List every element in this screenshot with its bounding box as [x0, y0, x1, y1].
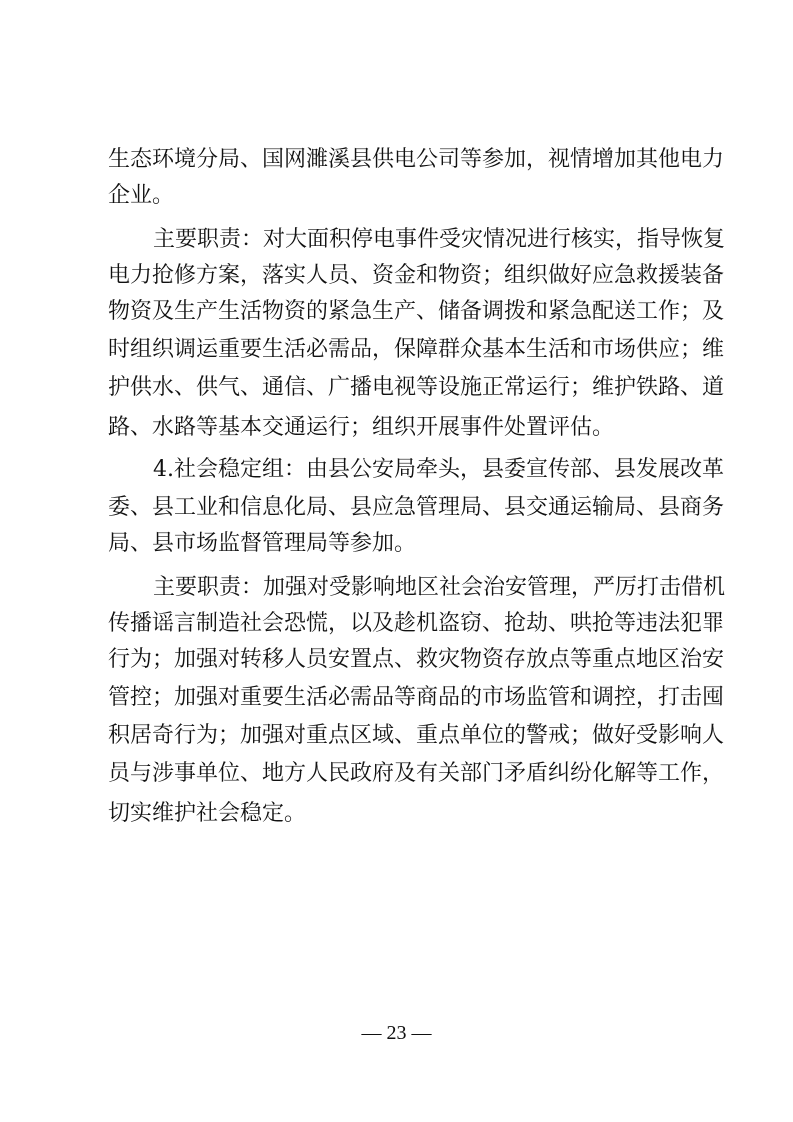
text-line: 企业。	[108, 183, 175, 208]
text-line: 路、水路等基本交通运行；组织开展事件处置评估。	[108, 415, 615, 440]
text-line: 物资及生产生活物资的紧急生产、储备调拨和紧急配送工作；及	[108, 299, 725, 324]
text-line: 行为；加强对转移人员安置点、救灾物资存放点等重点地区治安	[108, 647, 725, 672]
text-line: 生态环境分局、国网濉溪县供电公司等参加，视情增加其他电力	[108, 147, 725, 172]
text-line: 护供水、供气、通信、广播电视等设施正常运行；维护铁路、道	[108, 375, 725, 400]
text-line: 委、县工业和信息化局、县应急管理局、县交通运输局、县商务	[108, 495, 725, 520]
text-line: 电力抢修方案，落实人员、资金和物资；组织做好应急救援装备	[108, 263, 725, 288]
text-line: 主要职责：加强对受影响地区社会治安管理，严厉打击借机	[153, 575, 726, 600]
text-line: 管控；加强对重要生活必需品等商品的市场监管和调控，打击囤	[108, 685, 725, 710]
text-line: 积居奇行为；加强对重点区域、重点单位的警戒；做好受影响人	[108, 723, 725, 748]
text-line: 传播谣言制造社会恐慌，以及趁机盗窃、抢劫、哄抢等违法犯罪	[108, 611, 725, 636]
text-line: 切实维护社会稳定。	[108, 801, 307, 826]
page-number: — 23 —	[361, 1022, 432, 1044]
text-line: 主要职责：对大面积停电事件受灾情况进行核实，指导恢复	[153, 227, 726, 252]
text-line: 局、县市场监督管理局等参加。	[108, 531, 417, 556]
text-line: 4.社会稳定组：由县公安局牵头，县委宣传部、县发展改革	[153, 457, 724, 482]
text-line: 员与涉事单位、地方人民政府及有关部门矛盾纠纷化解等工作，	[108, 761, 725, 786]
text-line: 时组织调运重要生活必需品，保障群众基本生活和市场供应；维	[108, 337, 725, 362]
